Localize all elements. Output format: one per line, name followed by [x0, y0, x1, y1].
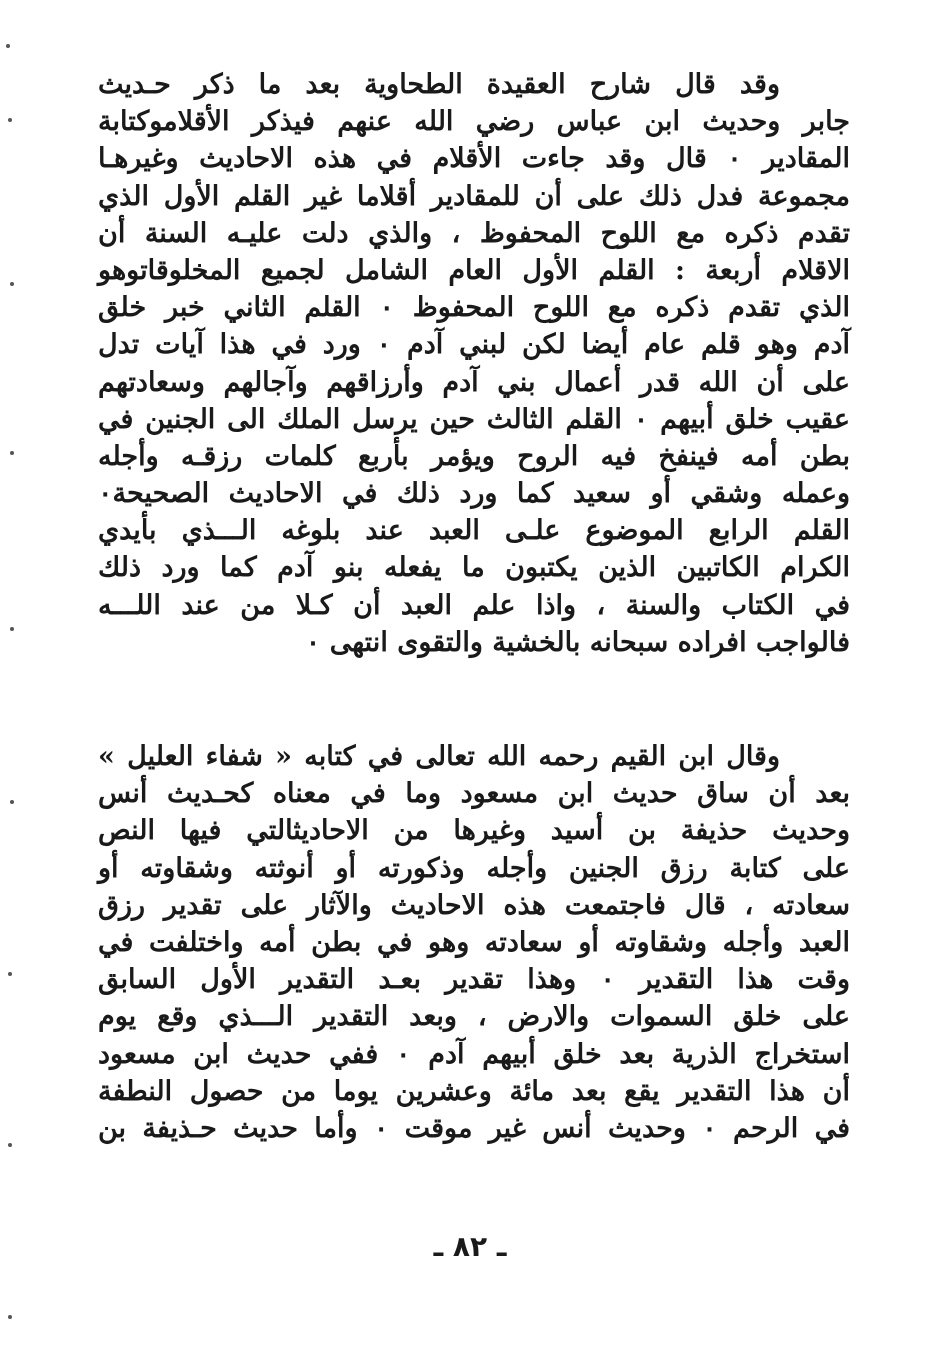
text-line: المقادير ٠ قال وقد جاءت الأقلام في هذه الاحاديث وغيرهـا: [98, 143, 850, 175]
text-line: جابر وحديث ابن عباس رضي الله عنهم فيذكر الأقلاموكتابة: [98, 106, 850, 138]
text-line: على أن الله قدر أعمال بني آدم وأرزاقهم وآجالهم وسعادتهم: [98, 366, 850, 398]
text-line: الكرام الكاتبين الذين يكتبون ما يفعله بنو آدم كما ورد ذلك: [98, 552, 850, 584]
paragraph-sharh-tahawiya: [98, 66, 850, 661]
text-line: أن هذا التقدير يقع بعد مائة وعشرين يوما من حصول النطفة: [98, 1075, 850, 1107]
scan-edge-mark: [10, 800, 14, 804]
text-line: سعادته ، قال فاجتمعت هذه الاحاديث والآثار على تقدير رزق: [98, 889, 850, 921]
text-line: بعد أن ساق حديث ابن مسعود وما في معناه كحـديث أنس: [98, 778, 850, 810]
scan-edge-mark: [8, 118, 12, 122]
text-line: وقال ابن القيم رحمه الله تعالى في كتابه « شفاء العليل »: [98, 741, 780, 772]
text-line: القلم الرابع الموضوع علـى العبد عند بلوغه الـــذي بأيدي: [98, 515, 850, 547]
text-line: على خلق السموات والارض ، وبعد التقدير الـــذي وقع يوم: [98, 1001, 850, 1033]
text-line: وعمله وشقي أو سعيد كما ورد ذلك في الاحاديث الصحيحة٠: [98, 478, 850, 510]
text-line: العبد وأجله وشقاوته أو سعادته وهو في بطن أمه واختلفت في: [98, 926, 850, 958]
text-line: في الكتاب والسنة ، واذا علم العبد أن كـلا من عند اللـــه: [98, 589, 850, 621]
scan-edge-mark: [6, 44, 10, 48]
scan-edge-mark: [10, 627, 14, 631]
scan-edge-mark: [8, 1315, 12, 1319]
text-line: آدم وهو قلم عام أيضا لكن لبني آدم ٠ ورد في هذا آيات تدل: [98, 329, 850, 361]
text-line: عقيب خلق أبيهم ٠ القلم الثالث حين يرسل الملك الى الجنين في: [98, 403, 850, 435]
text-line: استخراج الذرية بعد خلق أبيهم آدم ٠ ففي حديث ابن مسعود: [98, 1038, 850, 1070]
text-line: الذي تقدم ذكره مع اللوح المحفوظ ٠ القلم الثاني خبر خلق: [98, 292, 850, 324]
text-line: مجموعة فدل ذلك على أن للمقادير أقلاما غير القلم الأول الذي: [98, 180, 850, 212]
paragraph-ibn-qayyim: [98, 738, 850, 1147]
scan-edge-mark: [8, 972, 12, 976]
text-line: وحديث حذيفة بن أسيد وغيرها من الاحاديثالتي فيها النص: [98, 815, 850, 847]
text-line: في الرحم ٠ وحديث أنس غير موقت ٠ وأما حديث حـذيفة بن: [98, 1112, 850, 1144]
text-line: وقد قال شارح العقيدة الطحاوية بعد ما ذكر حـديث: [98, 69, 780, 100]
text-line: بطن أمه فينفخ فيه الروح ويؤمر بأربع كلمات رزقـه وأجله: [98, 440, 850, 472]
text-line: تقدم ذكره مع اللوح المحفوظ ، والذي دلت عليـه السنة أن: [98, 217, 850, 249]
text-line: الاقلام أربعة : القلم الأول العام الشامل لجميع المخلوقاتوهو: [98, 254, 850, 286]
scan-edge-mark: [10, 282, 14, 286]
scan-edge-mark: [10, 451, 14, 455]
page-number: ـ ٨٢ ـ: [433, 1230, 507, 1263]
text-line: وقت هذا التقدير ٠ وهذا تقدير بعـد التقدير الأول السابق: [98, 964, 850, 996]
text-line: على كتابة رزق الجنين وأجله وذكورته أو أنوثته وشقاوته أو: [98, 852, 850, 884]
text-line: فالواجب افراده سبحانه بالخشية والتقوى انتهى ٠: [305, 626, 850, 658]
scan-edge-mark: [8, 1143, 12, 1147]
